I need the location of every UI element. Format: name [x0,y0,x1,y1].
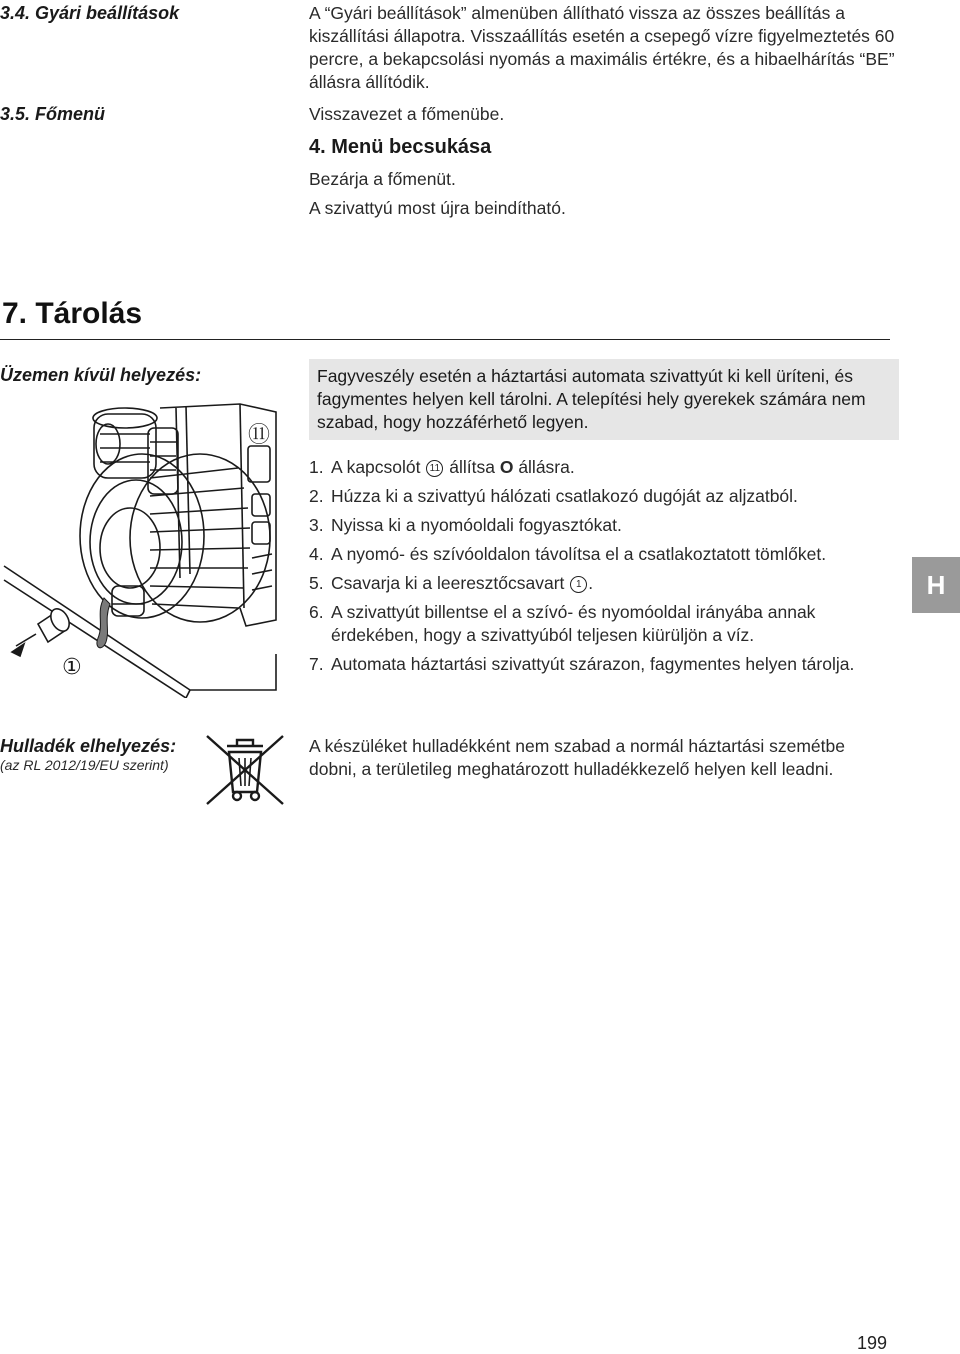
decommission-steps [309,456,894,682]
section-4-heading: 4. Menü becsukása [309,136,492,158]
step-text: állítsa [444,457,500,477]
section-3-4-text: A “Gyári beállítások” almenüben állítható vissza az összes beállítás a kiszállítási állapotra. Visszaállítás esetén a csepegő vízre figyelmeztetés 60 percre, a bekapcsolási nyomás a maximális értékre, és a hibaelhárítás “BE” állásra állítódik. [309,3,895,92]
step-number: 1. [309,457,324,477]
switch-callout-label: ⑪ [248,422,271,447]
section-4-line1: Bezárja a főmenüt. [309,169,456,189]
switch-ref-icon: 11 [426,460,443,477]
step-number: 3. [309,515,324,535]
drain-screw-ref-icon: 1 [570,576,587,593]
list-item [309,485,894,508]
page-number: 199 [857,1333,888,1353]
list-item [309,456,894,479]
list-item [309,653,894,676]
decommission-heading: Üzemen kívül helyezés: [0,365,202,385]
step-text: Húzza ki a szivattyú hálózati csatlakozó dugóját az aljzatból. [331,486,798,506]
step-text: állásra. [513,457,575,477]
disposal-heading: Hulladék elhelyezés: [0,736,177,756]
step-number: 2. [309,486,324,506]
step-number: 6. [309,602,324,622]
crossed-bin-icon [203,732,287,808]
list-item [309,514,894,537]
list-item [309,543,894,566]
step-text: . [588,573,594,593]
section-3-5-text: Visszavezet a főmenübe. [309,104,505,124]
step-text: A szivattyút billentse el a szívó- és nyomóoldal irányába annak érdekében, hogy a szivattyúból teljesen kiürüljön a víz. [331,602,816,645]
section-4-line2: A szivattyú most újra beindítható. [309,198,566,218]
step-number: 5. [309,573,324,593]
step-number: 4. [309,544,324,564]
language-tab: H [912,557,960,613]
step-text: A nyomó- és szívóoldalon távolítsa el a csatlakoztatott tömlőket. [331,544,827,564]
step-text: Csavarja ki a leeresztőcsavart [331,573,570,593]
list-item [309,572,894,595]
switch-position: O [499,457,514,477]
list-item [309,601,894,647]
disposal-text: A készüléket hulladékként nem szabad a normál háztartási szemétbe dobni, a területileg meghatározott hulladékkezelő helyen kell leadni. [309,736,845,779]
step-text: A kapcsolót [331,457,426,477]
drain-callout-label: ① [62,654,82,679]
section-3-4-heading: 3.4. Gyári beállítások [0,3,180,23]
chapter-rule [0,339,890,340]
frost-warning-note: Fagyveszély esetén a háztartási automata szivattyút ki kell üríteni, és fagymentes helyen kell tárolni. A telepítési hely gyerekek számára nem szabad, hogy hozzáférhető legyen. [309,359,899,440]
chapter-title: 7. Tárolás [2,297,143,330]
disposal-subheading: (az RL 2012/19/EU szerint) [0,757,169,773]
step-text: Automata háztartási szivattyút szárazon, fagymentes helyen tárolja. [331,654,855,674]
step-text: Nyissa ki a nyomóoldali fogyasztókat. [331,515,622,535]
step-number: 7. [309,654,324,674]
section-3-5-heading: 3.5. Főmenü [0,104,106,124]
